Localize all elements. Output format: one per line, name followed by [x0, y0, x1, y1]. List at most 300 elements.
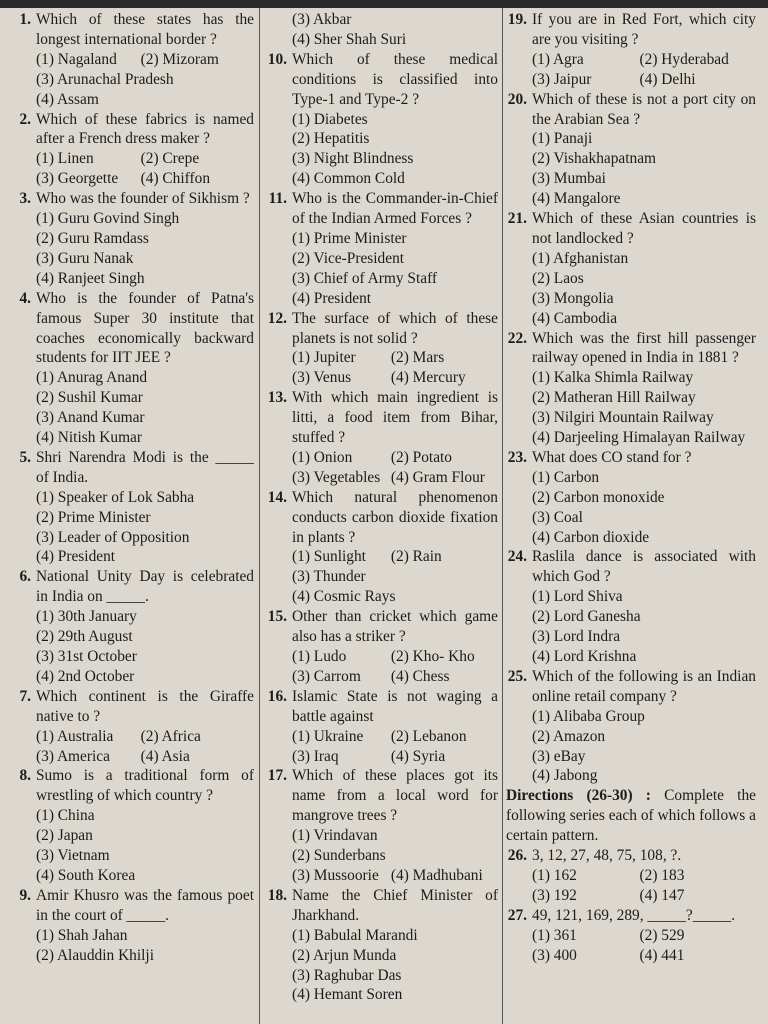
- question-stem: [506, 329, 756, 369]
- option-row: [36, 408, 254, 428]
- question-text: Which was the first hill passenger railway opened in India in 1881 ?: [532, 329, 756, 367]
- question-block: [266, 50, 498, 189]
- question-number: 14.: [267, 488, 287, 506]
- option-row: [292, 10, 498, 30]
- option-row: [36, 169, 254, 189]
- options-list: [506, 468, 756, 548]
- question-stem: [10, 448, 254, 488]
- option-row: [36, 90, 254, 110]
- question-stem: [10, 567, 254, 607]
- question-text: Who is the Commander-in-Chief of the Indian Armed Forces ?: [292, 190, 498, 228]
- option-row: [36, 488, 254, 508]
- options-list: [10, 149, 254, 189]
- options-list: [506, 707, 756, 787]
- option-row: [292, 946, 498, 966]
- option: (4) Gram Flour: [390, 468, 485, 486]
- directions-title: Directions (26-30) :: [506, 787, 651, 805]
- question-text: National Unity Day is celebrated in India on _____.: [36, 568, 254, 606]
- question-stem: [266, 886, 498, 926]
- question-number: 24.: [507, 548, 527, 566]
- option: (4) 147: [639, 886, 685, 904]
- column-3: [506, 10, 756, 1022]
- option-row: [532, 289, 756, 309]
- option: (2) 183: [639, 866, 685, 884]
- option-row: [292, 667, 498, 687]
- option: (3) Mussoorie: [292, 866, 379, 884]
- question-number: 3.: [19, 190, 31, 208]
- question-text: Which of the following is an Indian online retail company ?: [532, 667, 756, 705]
- column-2: [266, 10, 498, 1022]
- option: (2) Carbon monoxide: [532, 488, 665, 506]
- question-stem: [506, 448, 756, 468]
- question-block: [266, 607, 498, 687]
- question-number: 2.: [19, 110, 31, 128]
- question-stem: [10, 189, 254, 209]
- option: (4) South Korea: [36, 866, 136, 884]
- option-row: [532, 428, 756, 448]
- option: (2) Africa: [140, 727, 201, 745]
- option-row: [292, 926, 498, 946]
- option: (2) Arjun Munda: [292, 946, 397, 964]
- option-row: [532, 368, 756, 388]
- question-block: [10, 567, 254, 686]
- question-block: [10, 687, 254, 767]
- option-row: [532, 627, 756, 647]
- question-text: With which main ingredient is litti, a food item from Bihar, stuffed ?: [292, 389, 498, 447]
- option: (1) Prime Minister: [292, 229, 407, 247]
- option: (4) Lord Krishna: [532, 648, 637, 665]
- option-row: [532, 249, 756, 269]
- option: (3) Nilgiri Mountain Railway: [532, 409, 714, 427]
- question-stem: [506, 906, 756, 926]
- question-block: [506, 329, 756, 448]
- option: (2) Prime Minister: [36, 508, 151, 526]
- option: (4) Sher Shah Suri: [292, 30, 407, 48]
- option-row: [292, 129, 498, 149]
- option-row: [292, 348, 498, 368]
- option: (1) 30th January: [36, 608, 137, 626]
- option: (3) Carrom: [292, 667, 361, 685]
- option: (2) Sushil Kumar: [36, 389, 143, 407]
- question-stem: [10, 289, 254, 369]
- option: (1) Anurag Anand: [36, 369, 148, 387]
- option: (3) Jaipur: [532, 70, 592, 88]
- option: (1) Jupiter: [292, 349, 356, 367]
- option: (2) Lebanon: [390, 727, 467, 745]
- option: (1) Babulal Marandi: [292, 926, 418, 944]
- option-row: [532, 309, 756, 329]
- option-row: [292, 547, 498, 567]
- question-stem: [10, 110, 254, 150]
- option-row: [36, 747, 254, 767]
- option-row: [292, 985, 498, 1005]
- question-number: 20.: [507, 90, 527, 108]
- question-stem: [10, 687, 254, 727]
- options-list: [506, 129, 756, 209]
- question-stem: [266, 687, 498, 727]
- options-list: [506, 926, 756, 966]
- option: (3) Raghubar Das: [292, 966, 402, 984]
- option: (4) Mercury: [390, 369, 466, 387]
- question-stem: [266, 309, 498, 349]
- question-text: Who was the founder of Sikhism ?: [36, 190, 250, 208]
- question-stem: [506, 209, 756, 249]
- option-row: [292, 169, 498, 189]
- option-row: [36, 269, 254, 289]
- option: (2) Matheran Hill Railway: [532, 389, 696, 407]
- option: (3) Venus: [292, 369, 352, 387]
- option: (4) 441: [639, 946, 685, 964]
- question-block: [266, 766, 498, 885]
- option: (3) Leader of Opposition: [36, 528, 190, 546]
- option: (4) Chess: [390, 667, 450, 685]
- question-stem: [266, 50, 498, 110]
- question-stem: [506, 846, 756, 866]
- option-row: [36, 846, 254, 866]
- option: (2) Sunderbans: [292, 847, 386, 865]
- question-text: 3, 12, 27, 48, 75, 108, ?.: [532, 847, 682, 865]
- options-list: [266, 448, 498, 488]
- option: (1) Alibaba Group: [532, 707, 645, 725]
- question-number: 7.: [19, 687, 31, 705]
- column-divider: [502, 8, 503, 1024]
- question-block: [506, 90, 756, 209]
- question-stem: [10, 10, 254, 50]
- options-list: [266, 547, 498, 607]
- option: (1) Nagaland: [36, 50, 117, 68]
- option-row: [36, 866, 254, 886]
- option: (2) Alauddin Khilji: [36, 946, 154, 964]
- question-stem: [266, 189, 498, 229]
- option: (3) Vegetables: [292, 468, 381, 486]
- question-number: 8.: [19, 767, 31, 785]
- option: (2) Japan: [36, 827, 93, 845]
- options-list: [266, 826, 498, 886]
- question-number: 11.: [268, 190, 287, 208]
- option: (3) Mongolia: [532, 289, 614, 307]
- options-list: [266, 10, 498, 50]
- option-row: [36, 727, 254, 747]
- option: (1) Ludo: [292, 648, 347, 665]
- question-stem: [506, 667, 756, 707]
- option-row: [292, 448, 498, 468]
- question-number: 25.: [507, 667, 527, 685]
- question-number: 18.: [267, 886, 287, 904]
- option-row: [292, 368, 498, 388]
- options-list: [10, 806, 254, 886]
- options-list: [10, 209, 254, 289]
- question-text: Which of these fabrics is named after a French dress maker ?: [36, 110, 254, 148]
- question-block: [10, 886, 254, 966]
- option: (2) Vice-President: [292, 249, 405, 267]
- option-row: [36, 806, 254, 826]
- option-row: [36, 50, 254, 70]
- question-stem: [266, 607, 498, 647]
- option: (1) Linen: [36, 150, 94, 168]
- options-list: [10, 368, 254, 448]
- option: (1) Speaker of Lok Sabha: [36, 488, 195, 506]
- options-list: [10, 926, 254, 966]
- option: (3) eBay: [532, 747, 586, 765]
- question-stem: [266, 766, 498, 826]
- option: (2) Mizoram: [140, 50, 219, 68]
- option-row: [36, 149, 254, 169]
- question-text: Sumo is a traditional form of wrestling of which country ?: [36, 767, 254, 805]
- option: (3) Coal: [532, 508, 583, 526]
- options-list: [506, 587, 756, 667]
- question-block: [506, 846, 756, 906]
- option-row: [292, 826, 498, 846]
- options-list: [266, 110, 498, 190]
- option: (3) Anand Kumar: [36, 409, 145, 427]
- question-block: [10, 289, 254, 448]
- option-row: [292, 249, 498, 269]
- question-text: 49, 121, 169, 289, _____?_____.: [532, 906, 736, 924]
- option-row: [532, 707, 756, 727]
- option-row: [292, 966, 498, 986]
- question-number: 16.: [267, 687, 287, 705]
- column-1: [10, 10, 254, 1022]
- option-row: [532, 169, 756, 189]
- option: (4) Common Cold: [292, 170, 405, 188]
- option: (2) Hepatitis: [292, 130, 370, 148]
- option: (2) Amazon: [532, 727, 606, 745]
- question-number: 19.: [507, 11, 527, 28]
- option-row: [532, 129, 756, 149]
- option: (1) Diabetes: [292, 110, 368, 128]
- option: (3) Chief of Army Staff: [292, 269, 438, 287]
- option-row: [532, 70, 756, 90]
- options-list: [506, 50, 756, 90]
- question-stem: [10, 886, 254, 926]
- option-row: [532, 149, 756, 169]
- question-number: 15.: [267, 608, 287, 626]
- option-row: [532, 647, 756, 667]
- option: (1) 361: [532, 926, 577, 944]
- question-block: [506, 209, 756, 328]
- option-row: [532, 727, 756, 747]
- option-row: [532, 607, 756, 627]
- question-text: Islamic State is not waging a battle against: [292, 687, 498, 725]
- question-stem: [10, 766, 254, 806]
- question-text: What does CO stand for ?: [532, 448, 692, 466]
- option: (4) Asia: [140, 747, 190, 765]
- option: (1) Shah Jahan: [36, 926, 128, 944]
- option-row: [292, 229, 498, 249]
- option-row: [36, 547, 254, 567]
- question-number: 9.: [19, 886, 31, 904]
- option: (4) Chiffon: [140, 170, 211, 188]
- option: (2) 29th August: [36, 628, 133, 646]
- question-block: [266, 886, 498, 1005]
- question-number: 10.: [267, 50, 287, 68]
- option-row: [292, 110, 498, 130]
- option-row: [532, 50, 756, 70]
- option-row: [36, 249, 254, 269]
- question-number: 1.: [19, 11, 31, 28]
- question-text: Which of these states has the longest international border ?: [36, 11, 254, 48]
- options-list: [266, 926, 498, 1006]
- option: (3) Iraq: [292, 747, 339, 765]
- question-number: 13.: [267, 389, 287, 407]
- question-number: 17.: [267, 767, 287, 785]
- option-row: [292, 727, 498, 747]
- option: (4) Delhi: [639, 70, 696, 88]
- directions-text: Complete the following series each of which follows a certain pattern.: [506, 787, 756, 845]
- question-stem: [506, 90, 756, 130]
- option-row: [532, 926, 756, 946]
- option-row: [532, 946, 756, 966]
- question-text: Name the Chief Minister of Jharkhand.: [292, 886, 498, 924]
- question-block: [506, 547, 756, 666]
- option-row: [532, 747, 756, 767]
- option-row: [292, 587, 498, 607]
- option-row: [292, 30, 498, 50]
- question-block: [266, 189, 498, 308]
- option-row: [292, 846, 498, 866]
- option: (4) Carbon dioxide: [532, 528, 650, 546]
- option-row: [292, 647, 498, 667]
- question-number: 12.: [267, 309, 287, 327]
- option: (1) Onion: [292, 448, 353, 466]
- question-block: [266, 10, 498, 50]
- question-text: The surface of which of these planets is not solid ?: [292, 309, 498, 347]
- option: (3) Vietnam: [36, 847, 110, 865]
- question-number: 5.: [19, 448, 31, 466]
- option-row: [532, 488, 756, 508]
- option: (4) Madhubani: [390, 866, 483, 884]
- option: (3) 400: [532, 946, 577, 964]
- option: (2) Lord Ganesha: [532, 608, 641, 626]
- option: (2) Vishakhapatnam: [532, 150, 657, 168]
- option-row: [532, 866, 756, 886]
- option: (3) Lord Indra: [532, 628, 621, 646]
- option-row: [36, 826, 254, 846]
- option: (4) President: [292, 289, 372, 307]
- option: (1) Vrindavan: [292, 827, 378, 845]
- option-row: [36, 946, 254, 966]
- question-block: [266, 488, 498, 607]
- option-row: [292, 747, 498, 767]
- option: (1) Australia: [36, 727, 114, 745]
- column-divider: [259, 8, 260, 1024]
- option-row: [532, 528, 756, 548]
- option: (4) Assam: [36, 90, 99, 108]
- option: (1) Ukraine: [292, 727, 364, 745]
- question-number: 23.: [507, 448, 527, 466]
- option: (4) Darjeeling Himalayan Railway: [532, 429, 746, 447]
- option: (2) Hyderabad: [639, 50, 729, 68]
- option-row: [532, 269, 756, 289]
- options-list: [266, 647, 498, 687]
- option: (3) Mumbai: [532, 170, 606, 188]
- option-row: [292, 149, 498, 169]
- option: (1) 162: [532, 866, 577, 884]
- option: (1) Guru Govind Singh: [36, 210, 180, 228]
- option-row: [532, 189, 756, 209]
- options-list: [10, 50, 254, 110]
- option: (1) Afghanistan: [532, 249, 629, 267]
- options-list: [10, 488, 254, 568]
- question-number: 27.: [507, 906, 527, 924]
- option: (3) America: [36, 747, 110, 765]
- question-text: Which natural phenomenon conducts carbon dioxide fixation in plants ?: [292, 488, 498, 546]
- question-text: Which of these medical conditions is classified into Type-1 and Type-2 ?: [292, 50, 498, 108]
- question-block: [506, 448, 756, 548]
- option: (4) Jabong: [532, 767, 598, 785]
- question-number: 4.: [19, 289, 31, 307]
- option-row: [532, 886, 756, 906]
- question-text: Which of these is not a port city on the Arabian Sea ?: [532, 90, 756, 128]
- option-row: [532, 587, 756, 607]
- option: (1) Lord Shiva: [532, 588, 623, 606]
- top-border: [0, 0, 768, 8]
- question-block: [266, 687, 498, 767]
- option: (2) Crepe: [140, 150, 200, 168]
- option: (1) Carbon: [532, 468, 600, 486]
- option-row: [532, 468, 756, 488]
- option: (4) Cosmic Rays: [292, 588, 396, 606]
- option-row: [292, 866, 498, 886]
- question-text: Shri Narendra Modi is the _____ of India.: [36, 448, 254, 486]
- question-text: Who is the founder of Patna's famous Super 30 institute that coaches economically backward students for IIT JEE ?: [36, 289, 254, 367]
- option-row: [292, 468, 498, 488]
- option: (3) Arunachal Pradesh: [36, 70, 174, 88]
- option: (3) Night Blindness: [292, 150, 414, 168]
- option-row: [36, 528, 254, 548]
- options-list: [506, 249, 756, 329]
- options-list: [506, 866, 756, 906]
- option: (2) Potato: [390, 448, 453, 466]
- options-list: [10, 727, 254, 767]
- option: (1) Agra: [532, 50, 584, 68]
- question-text: If you are in Red Fort, which city are you visiting ?: [532, 11, 756, 48]
- options-list: [266, 348, 498, 388]
- question-block: [506, 10, 756, 90]
- option: (3) Thunder: [292, 568, 366, 586]
- question-block: [10, 110, 254, 190]
- question-block: [10, 766, 254, 885]
- question-number: 22.: [507, 329, 527, 347]
- option-row: [292, 289, 498, 309]
- directions-block: [506, 786, 756, 846]
- option-row: [292, 567, 498, 587]
- options-list: [266, 229, 498, 309]
- option: (2) Rain: [390, 548, 442, 566]
- question-text: Which continent is the Giraffe native to ?: [36, 687, 254, 725]
- option: (3) 192: [532, 886, 577, 904]
- option: (2) Kho- Kho: [390, 648, 475, 665]
- option-row: [36, 647, 254, 667]
- option: (4) President: [36, 548, 116, 566]
- question-text: Raslila dance is associated with which God ?: [532, 548, 756, 586]
- option-row: [532, 388, 756, 408]
- question-number: 6.: [19, 568, 31, 586]
- option-row: [36, 388, 254, 408]
- option-row: [532, 766, 756, 786]
- option: (4) Nitish Kumar: [36, 429, 143, 447]
- option: (4) Syria: [390, 747, 446, 765]
- option: (4) Cambodia: [532, 309, 618, 327]
- option: (4) 2nd October: [36, 667, 135, 685]
- question-block: [506, 906, 756, 966]
- option: (1) Kalka Shimla Railway: [532, 369, 694, 387]
- option-row: [36, 70, 254, 90]
- option-row: [36, 209, 254, 229]
- option: (4) Ranjeet Singh: [36, 269, 145, 287]
- question-number: 26.: [507, 847, 527, 865]
- option-row: [36, 508, 254, 528]
